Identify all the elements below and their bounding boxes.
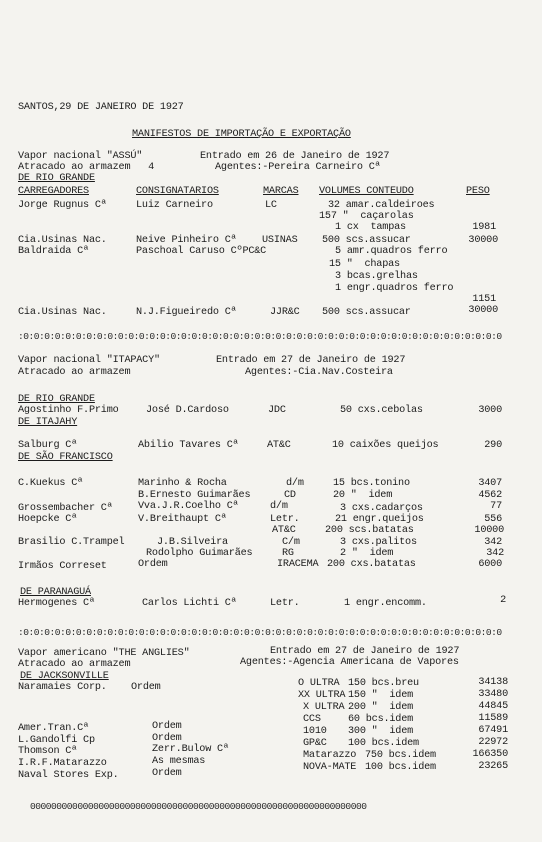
s2-r3-2-weight: 77 — [490, 501, 502, 512]
s3-r0-shipper: Naramaies Corp. — [18, 682, 107, 693]
s3-r3-content: 60 bcs.idem — [348, 714, 414, 725]
s2-r3-1-content: 20 " idem — [333, 490, 393, 501]
origin-port: DE JACKSONVILLE — [20, 671, 109, 682]
s3-r4-weight: 67491 — [478, 725, 508, 736]
s2-r3-6-content: 2 " idem — [340, 548, 394, 559]
s3-r2-marks: X ULTRA — [303, 702, 345, 713]
vessel-name: Vapor nacional "ITAPACY" — [18, 355, 160, 366]
arrival-date: Entrado em 27 de Janeiro de 1927 — [216, 355, 406, 366]
s3-r7-shipper: I.R.F.Matarazzo — [18, 758, 107, 769]
origin-port: DE RIO GRANDE — [18, 173, 95, 184]
s3-r4-consignee: Ordem — [152, 721, 182, 732]
s2-r2-weight: 290 — [484, 440, 502, 451]
s3-r2-weight: 44845 — [478, 701, 508, 712]
s1-r3-marks: USINAS — [262, 235, 298, 246]
s2-r3-4-content: 200 scs.batatas — [325, 525, 414, 536]
separator-line: :0:0:0:0:0:0:0:0:0:0:0:0:0:0:0:0:0:0:0:0:0:0:0:0:0:0:0:0:0:0:0:0:0:0:0:0:0:0:0:0:0:0:0:0:0:0 — [18, 627, 502, 638]
s1-r8-content: 500 scs.assucar — [322, 307, 411, 318]
s2-r1-shipper: Agostinho F.Primo — [18, 405, 119, 416]
s3-r1-marks: XX ULTRA — [298, 690, 346, 701]
origin-port: DE ITAJAHY — [18, 417, 78, 428]
s2-r3-2-shipper: Grossembacher Cª — [18, 503, 113, 514]
s3-r3-weight: 11589 — [478, 713, 508, 724]
s2-r3-6-weight: 342 — [486, 548, 504, 559]
s2-r1-weight: 3000 — [478, 405, 502, 416]
s2-r3-0-marks: d/m — [286, 478, 304, 489]
arrival-date: Entrado em 26 de Janeiro de 1927 — [200, 151, 390, 162]
s2-r4-weight: 2 — [500, 595, 506, 606]
s2-r2-content: 10 caixões queijos — [332, 440, 439, 451]
s2-r2-shipper: Salburg Cª — [18, 440, 78, 451]
s2-r2-consignee: Abilio Tavares Cª — [138, 440, 239, 451]
separator-line: 0000000000000000000000000000000000000000000000000000000000000000 — [30, 801, 367, 812]
s2-r3-5-marks: C/m — [282, 537, 300, 548]
col-header-volumes: VOLUMES CONTEUDO — [319, 186, 414, 197]
vessel-name: Vapor nacional "ASSÚ" — [18, 151, 143, 162]
s1-r4-content: 5 amr.quadros ferro — [335, 246, 448, 257]
s2-r3-1-weight: 4562 — [478, 490, 502, 501]
col-header-consignees: CONSIGNATARIOS — [136, 186, 219, 197]
moored-at: Atracado ao armazem 4 — [18, 162, 155, 173]
s1-r8-consignee: N.J.Figueiredo Cª — [136, 307, 237, 318]
s3-r6-consignee: Zerr.Bulow Cª — [152, 744, 229, 755]
s3-r8-content: 100 bcs.idem — [365, 762, 436, 773]
s1-r0-content: 32 amar.caldeiroes — [328, 200, 435, 211]
agents: Agentes:-Pereira Carneiro Cª — [215, 162, 381, 173]
col-header-weight: PESO — [466, 186, 490, 197]
s3-r4-marks: 1010 — [303, 726, 327, 737]
s2-r3-3-shipper: Hoepcke Cª — [18, 514, 78, 525]
s3-r5-marks: GP&C — [303, 738, 327, 749]
s1-r2-content: 1 cx tampas — [335, 222, 406, 233]
s2-r3-1-consignee: B.Ernesto Guimarães — [138, 490, 251, 501]
origin-port: DE RIO GRANDE — [18, 394, 95, 405]
s2-r3-3-consignee: V.Breithaupt Cª — [138, 514, 227, 525]
s1-r2-weight: 1981 — [472, 222, 496, 233]
s3-r0-content: 150 bcs.breu — [348, 678, 419, 689]
s3-r1-content: 150 " idem — [348, 690, 414, 701]
s1-r3-weight: 30000 — [468, 235, 498, 246]
s1-r3-shipper: Cia.Usinas Nac. — [18, 235, 107, 246]
s3-r7-consignee: As mesmas — [152, 756, 206, 767]
s3-r8-weight: 23265 — [478, 761, 508, 772]
s3-r3-marks: CCS — [303, 714, 321, 725]
s2-r3-1-marks: CD — [284, 490, 296, 501]
s1-r0-marks: LC — [265, 200, 277, 211]
s2-r3-7-shipper: Irmãos Correset — [18, 561, 107, 572]
s2-r3-7-marks: IRACEMA — [277, 559, 319, 570]
s2-r3-0-consignee: Marinho & Rocha — [138, 478, 227, 489]
separator-line: :0:0:0:0:0:0:0:0:0:0:0:0:0:0:0:0:0:0:0:0:0:0:0:0:0:0:0:0:0:0:0:0:0:0:0:0:0:0:0:0:0:0:0:0:0:0 — [18, 331, 502, 342]
s3-r5-content: 100 bcs.idem — [348, 738, 419, 749]
agents: Agentes:-Cia.Nav.Costeira — [245, 367, 393, 378]
s3-r6-marks: Matarazzo — [303, 750, 357, 761]
s3-r0-weight: 34138 — [478, 677, 508, 688]
s2-r3-3-marks: Letr. — [270, 514, 300, 525]
s2-r3-5-weight: 342 — [484, 537, 502, 548]
s3-r4-content: 300 " idem — [348, 726, 414, 737]
vessel-name: Vapor americano "THE ANGLIES" — [18, 648, 190, 659]
s3-r1-weight: 33480 — [478, 689, 508, 700]
s2-r3-2-consignee: Vva.J.R.Coelho Cª — [138, 501, 239, 512]
s2-r3-7-content: 200 cxs.batatas — [327, 559, 416, 570]
s3-r2-content: 200 " idem — [348, 702, 414, 713]
s2-r4-consignee: Carlos Lichti Cª — [142, 598, 237, 609]
arrival-date: Entrado em 27 de Janeiro de 1927 — [270, 646, 460, 657]
s2-r3-0-content: 15 bcs.tonino — [333, 478, 410, 489]
s2-r4-marks: Letr. — [270, 598, 300, 609]
s2-r1-content: 50 cxs.cebolas — [340, 405, 423, 416]
s1-r8-weight: 30000 — [468, 305, 498, 316]
s3-r8-marks: NOVA-MATE — [303, 762, 357, 773]
s3-r0-consignee: Ordem — [131, 682, 161, 693]
s2-r3-5-content: 3 cxs.palitos — [340, 537, 417, 548]
s1-r0-consignee: Luiz Carneiro — [136, 200, 213, 211]
s2-r3-0-weight: 3407 — [478, 478, 502, 489]
origin-port: DE PARANAGUÁ — [20, 587, 91, 598]
s2-r1-marks: JDC — [268, 405, 286, 416]
s3-r8-consignee: Ordem — [152, 768, 182, 779]
date-line: SANTOS,29 DE JANEIRO DE 1927 — [18, 102, 184, 113]
s2-r3-2-content: 3 cxs.cadarços — [340, 503, 423, 514]
origin-port: DE SÃO FRANCISCO — [18, 452, 113, 463]
s1-r8-shipper: Cia.Usinas Nac. — [18, 307, 107, 318]
s2-r3-7-consignee: Ordem — [138, 559, 168, 570]
s1-r4-shipper: Baldraida Cª — [18, 246, 89, 257]
col-header-marks: MARCAS — [263, 186, 299, 197]
s3-r6-weight: 166350 — [472, 749, 508, 760]
page-title: MANIFESTOS DE IMPORTAÇÃO E EXPORTAÇÃO — [132, 129, 351, 140]
s2-r3-3-content: 21 engr.queijos — [335, 514, 424, 525]
s2-r1-consignee: José D.Cardoso — [146, 405, 229, 416]
s1-r0-shipper: Jorge Rugnus Cª — [18, 200, 107, 211]
s1-r8-marks: JJR&C — [270, 307, 300, 318]
s2-r2-marks: AT&C — [267, 440, 291, 451]
s3-r5-weight: 22972 — [478, 737, 508, 748]
s2-r3-2-marks: d/m — [270, 501, 288, 512]
s2-r3-6-consignee: Rodolpho Guimarães — [146, 548, 253, 559]
s1-r7-content: 1 engr.quadros ferro — [335, 283, 454, 294]
s2-r4-content: 1 engr.encomm. — [344, 598, 427, 609]
s2-r3-5-shipper: Brasilio C.Trampel — [18, 537, 125, 548]
s1-r4-consignee: Paschoal Caruso CºPC&C — [136, 246, 267, 257]
s2-r3-5-consignee: J.B.Silveira — [157, 537, 228, 548]
s1-r6-content: 3 bcas.grelhas — [335, 271, 418, 282]
s2-r3-6-marks: RG — [282, 548, 294, 559]
moored-at: Atracado ao armazem — [18, 659, 131, 670]
s2-r3-4-weight: 10000 — [474, 525, 504, 536]
s3-r8-shipper: Naval Stores Exp. — [18, 770, 119, 781]
s1-r3-content: 500 scs.assucar — [322, 235, 411, 246]
agents: Agentes:-Agencia Americana de Vapores — [240, 657, 459, 668]
s2-r4-shipper: Hermogenes Cª — [18, 598, 95, 609]
s1-r3-consignee: Neive Pinheiro Cª — [136, 235, 237, 246]
s2-r3-4-marks: AT&C — [272, 525, 296, 536]
s1-r7-weight: 1151 — [472, 294, 496, 305]
s3-r0-marks: O ULTRA — [298, 678, 340, 689]
s2-r3-3-weight: 556 — [484, 514, 502, 525]
s1-r1-content: 157 " caçarolas — [319, 211, 414, 222]
col-header-shippers: CARREGADORES — [18, 186, 89, 197]
s3-r6-content: 750 bcs.idem — [365, 750, 436, 761]
s3-r6-shipper: Thomson Cª — [18, 746, 78, 757]
s3-r4-shipper: Amer.Tran.Cª — [18, 723, 89, 734]
s3-r5-shipper: L.Gandolfi Cp — [18, 735, 95, 746]
s2-r3-7-weight: 6000 — [478, 559, 502, 570]
s3-r5-consignee: Ordem — [152, 733, 182, 744]
moored-at: Atracado ao armazem — [18, 367, 131, 378]
s2-r3-0-shipper: C.Kuekus Cª — [18, 478, 84, 489]
s1-r5-content: 15 " chapas — [329, 259, 400, 270]
